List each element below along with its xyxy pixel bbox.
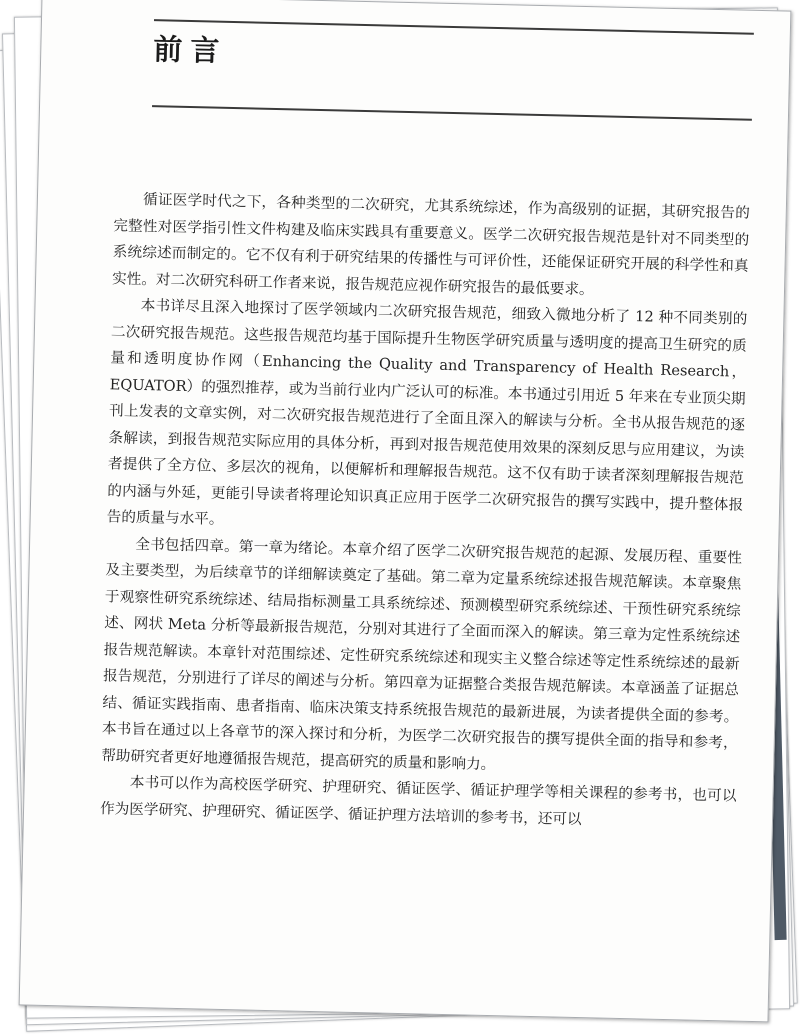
book-page [19, 0, 792, 1022]
title-top-rule [154, 19, 754, 35]
paragraph: 本书详尽且深入地探讨了医学领域内二次研究报告规范，细致入微地分析了 12 种不同类别的二次研究报告规范。这些报告规范均基于国际提升生物医学研究质量与透明度的提高卫生研究的质量和透明度协作网（Enhancing the Quality and Transparency of Health Research，EQUATOR）的强烈推荐，或为当前行业内广泛认可的标准。本书通过引用近 5 年来在专业顶尖期刊上发表的文章实例，对二次研究报告规范进行了全面且深入的解读与分析。全书从报告规范的逐条解读，到报告规范实际应用的具体分析，再到对报告规范使用效果的深刻反思与应用建议，为读者提供了全方位、多层次的视角，以便解析和理解报告规范。这不仅有助于读者深刻理解报告规范的内涵与外延，更能引导读者将理论知识真正应用于医学二次研究报告的撰写实践中，提升整体报告的质量与水平。 [106, 296, 748, 528]
paragraph: 本书可以作为高校医学研究、护理研究、循证医学、循证护理学等相关课程的参考书，也可以作为医学研究、护理研究、循证医学、循证护理方法培训的参考书，还可以 [99, 773, 737, 828]
title-bottom-rule [152, 105, 752, 121]
paragraph: 全书包括四章。第一章为绪论。本章介绍了医学二次研究报告规范的起源、发展历程、重要性及主要类型，为后续章节的详细解读奠定了基础。第二章为定量系统综述报告规范解读。本章聚焦于观察性研究系统综述、结局指标测量工具系统综述、预测模型研究系统综述、干预性研究系统综述、网状 Meta 分析等最新报告规范，分别对其进行了全面而深入的解读。第三章为定性系统综述报告规范解读。本章针对范围综述、定性研究系统综述和现实主义整合综述等定性系统综述的最新报告规范，分别进行了详尽的阐述与分析。第四章为证据整合类报告规范解读。本章涵盖了证据总结、循证实践指南、患者指南、临床决策支持系统报告规范的最新进展，为读者提供全面的参考。本书旨在通过以上各章节的深入探讨和分析，为医学二次研究报告的撰写提供全面的指导和参考，帮助研究者更好地遵循报告规范，提高研究的质量和影响力。 [101, 535, 743, 773]
paragraph: 循证医学时代之下，各种类型的二次研究，尤其系统综述，作为高级别的证据，其研究报告的完整性对医学指引性文件构建及临床实践具有重要意义。医学二次研究报告规范是针对不同类型的系统综述而制定的。它不仅有利于研究结果的传播性与可评价性，还能保证研究开展的科学性和真实性。对二次研究科研工作者来说，报告规范应视作研究报告的最低要求。 [111, 190, 750, 298]
body-text [100, 186, 750, 836]
page-title: 前言 [152, 32, 228, 68]
